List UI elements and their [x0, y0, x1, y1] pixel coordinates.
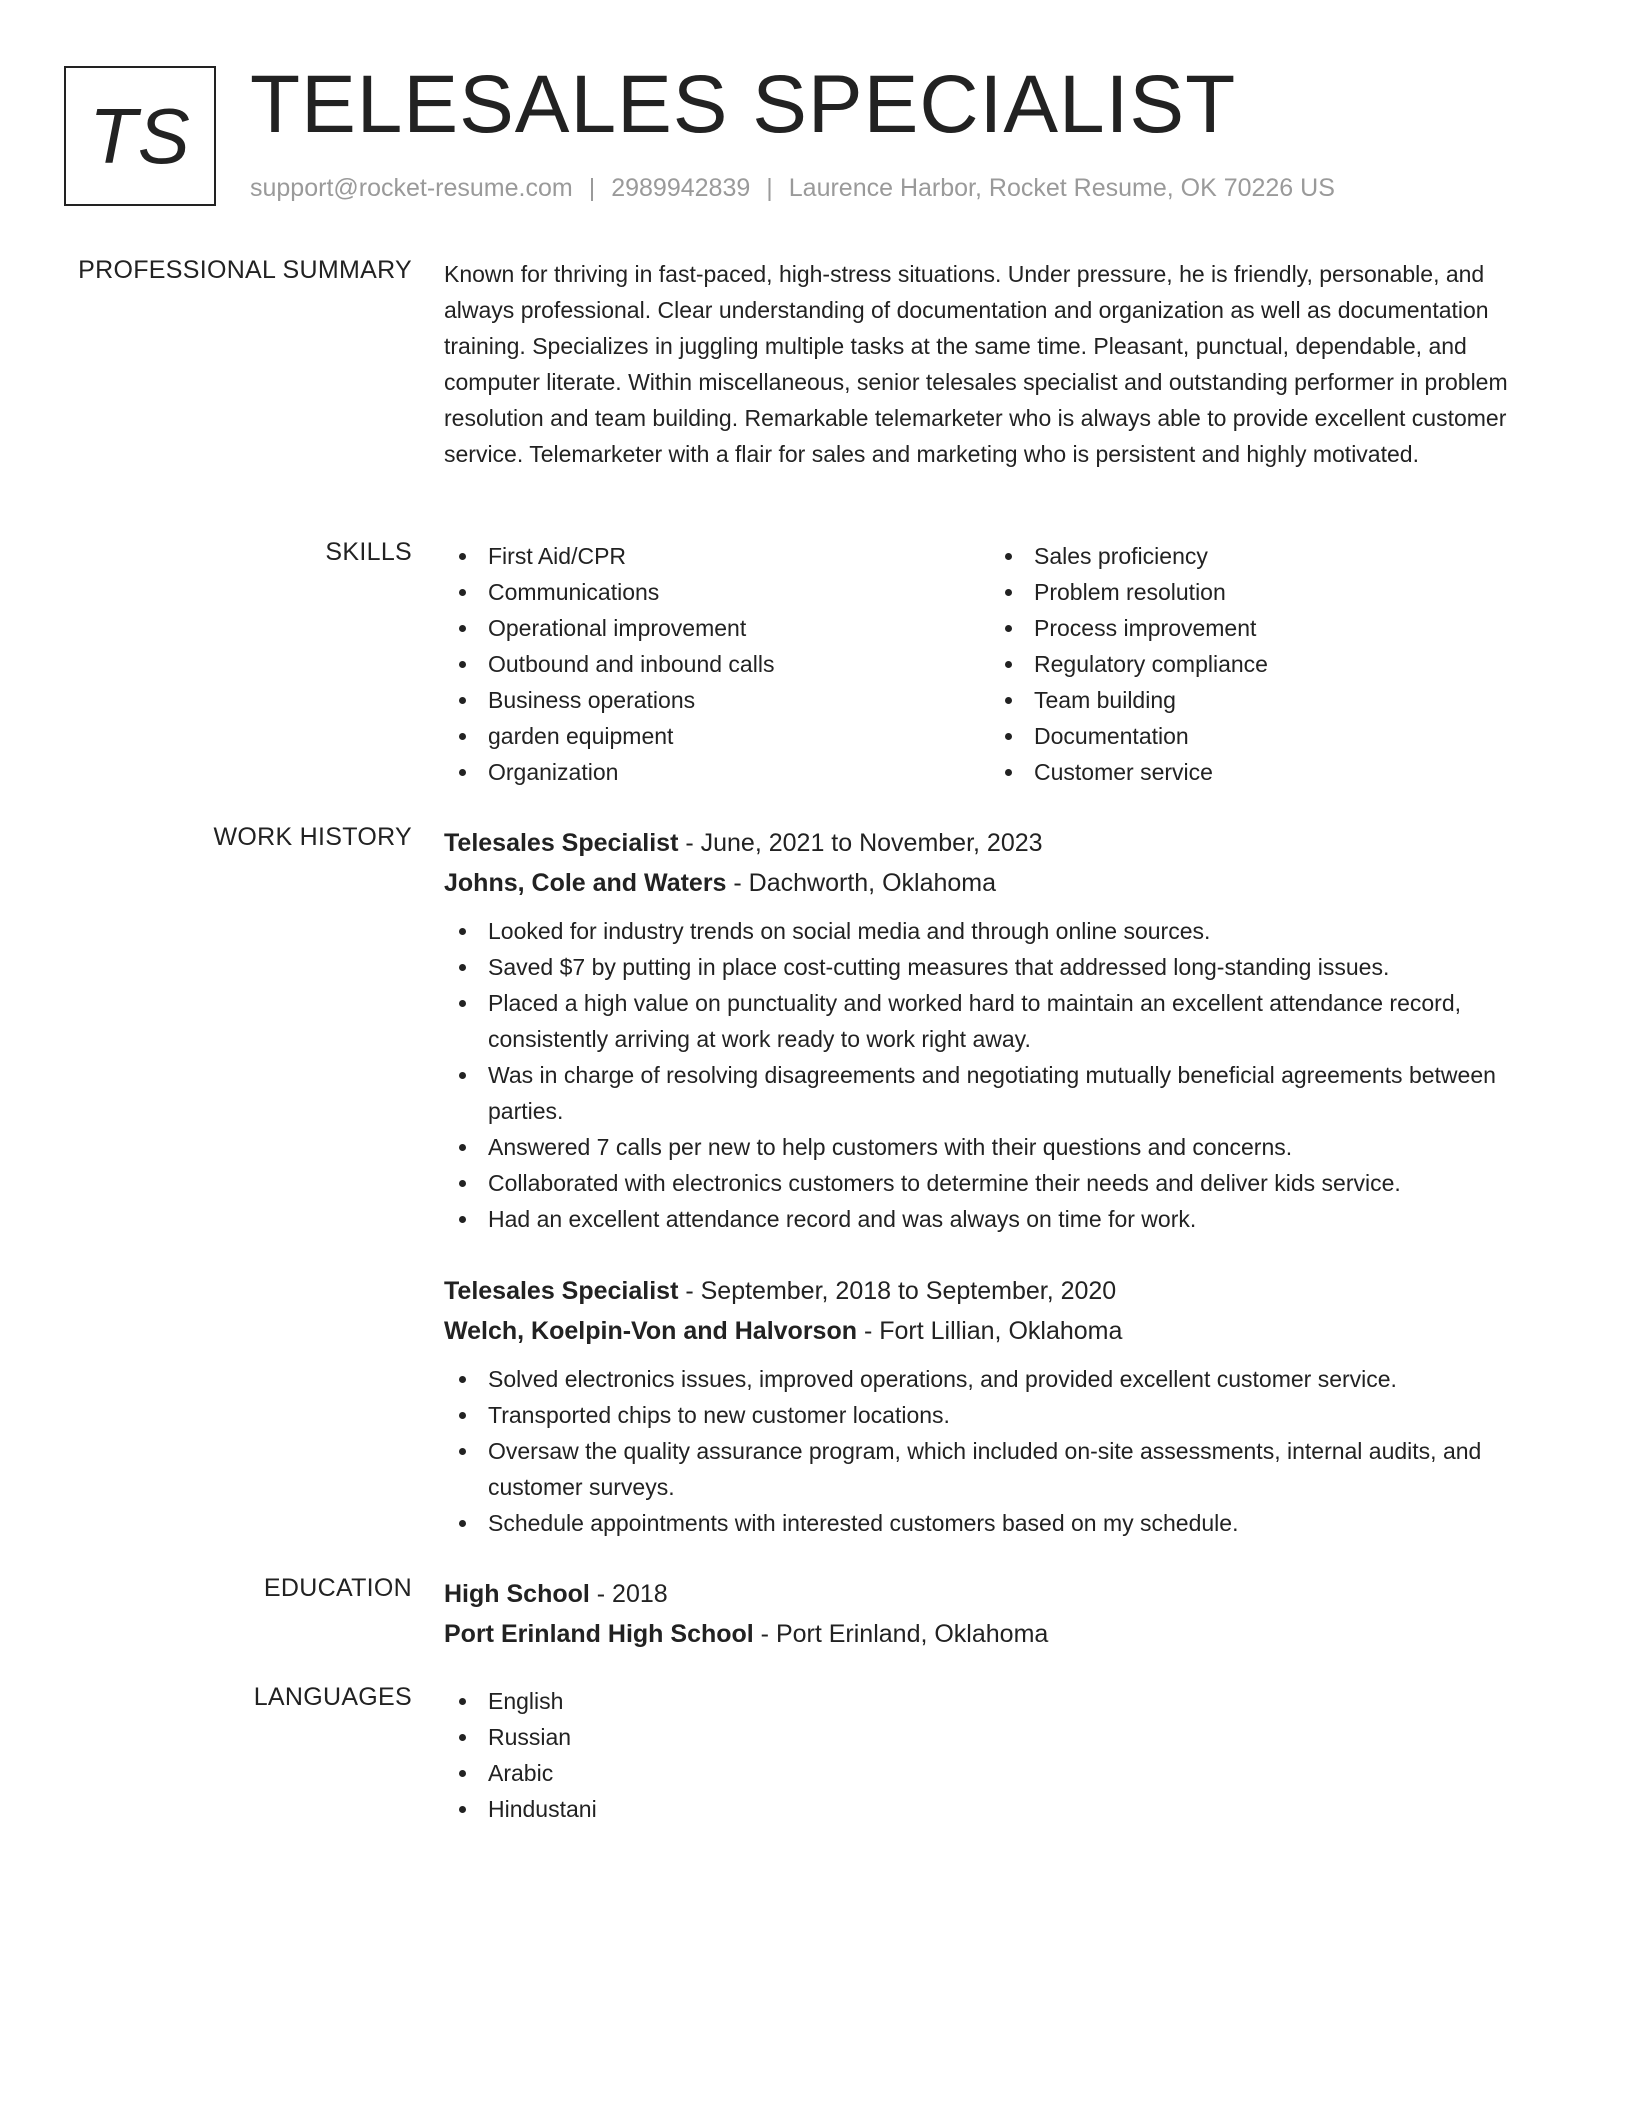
- job-bullet: Transported chips to new customer locations.: [444, 1397, 1556, 1433]
- job-bullet: Saved $7 by putting in place cost-cutting measures that addressed long-standing issues.: [444, 949, 1556, 985]
- resume-title: TELESALES SPECIALIST: [250, 59, 1237, 150]
- education-school: Port Erinland High School: [444, 1620, 754, 1648]
- contact-separator: |: [588, 174, 596, 202]
- job-location: - Fort Lillian, Oklahoma: [857, 1317, 1123, 1345]
- language-item: Arabic: [444, 1755, 1556, 1791]
- skill-item: Communications: [444, 574, 990, 610]
- language-item: Hindustani: [444, 1791, 1556, 1827]
- skill-item: Sales proficiency: [990, 538, 1536, 574]
- languages-list: [444, 1683, 1556, 1827]
- contact-separator: |: [766, 174, 773, 202]
- job-bullet: Had an excellent attendance record and was always on time for work.: [444, 1201, 1556, 1237]
- contact-line: [250, 174, 1335, 203]
- job-bullet: Looked for industry trends on social media and through online sources.: [444, 913, 1556, 949]
- section-label-skills: SKILLS: [325, 538, 412, 566]
- job-bullet: Oversaw the quality assurance program, which included on-site assessments, internal audits, and customer surveys.: [444, 1433, 1556, 1505]
- job-bullet: Was in charge of resolving disagreements and negotiating mutually beneficial agreements between parties.: [444, 1057, 1556, 1129]
- languages-content: [444, 1683, 1556, 1827]
- skill-item: First Aid/CPR: [444, 538, 990, 574]
- skills-content: [444, 538, 1556, 790]
- job-location: - Dachworth, Oklahoma: [726, 869, 997, 897]
- job-title-line: [444, 823, 1556, 863]
- summary-text: Known for thriving in fast-paced, high-stress situations. Under pressure, he is friendly, personable, and always professional. Clear understanding of documentation and organization as well as documentation training. Specializes in juggling multiple tasks at the same time. Pleasant, punctual, dependable, and computer literate. Within miscellaneous, senior telesales specialist and outstanding performer in problem resolution and team building. Remarkable telemarketer who is always able to provide excellent customer service. Telemarketer with a flair for sales and marketing who is persistent and highly motivated.: [444, 261, 1508, 467]
- job-entry: [444, 1271, 1556, 1541]
- education-school-line: [444, 1614, 1556, 1654]
- skill-item: Team building: [990, 682, 1536, 718]
- job-bullet: Collaborated with electronics customers to determine their needs and deliver kids service.: [444, 1165, 1556, 1201]
- job-company: Johns, Cole and Waters: [444, 869, 727, 897]
- job-dates: - June, 2021 to November, 2023: [678, 829, 1043, 857]
- work-content: [444, 823, 1556, 1541]
- section-label-work: WORK HISTORY: [213, 823, 412, 851]
- section-label-languages: LANGUAGES: [253, 1683, 412, 1711]
- job-entry: [444, 823, 1556, 1237]
- summary-content: [444, 256, 1556, 472]
- monogram-box: [64, 66, 216, 206]
- language-item: Russian: [444, 1719, 1556, 1755]
- job-bullet: Schedule appointments with interested customers based on my schedule.: [444, 1505, 1556, 1541]
- skill-item: Outbound and inbound calls: [444, 646, 990, 682]
- job-bullet: Placed a high value on punctuality and worked hard to maintain an excellent attendance record, consistently arriving at work ready to work right away.: [444, 985, 1556, 1057]
- skill-item: garden equipment: [444, 718, 990, 754]
- job-title: Telesales Specialist: [444, 829, 679, 857]
- job-title-line: [444, 1271, 1556, 1311]
- section-label-summary: PROFESSIONAL SUMMARY: [78, 256, 412, 284]
- job-company: Welch, Koelpin-Von and Halvorson: [444, 1317, 858, 1345]
- job-title: Telesales Specialist: [444, 1277, 679, 1305]
- education-year: - 2018: [589, 1580, 668, 1608]
- language-item: English: [444, 1683, 1556, 1719]
- job-company-line: [444, 863, 1556, 903]
- skill-item: Process improvement: [990, 610, 1536, 646]
- skill-item: Business operations: [444, 682, 990, 718]
- skill-item: Problem resolution: [990, 574, 1536, 610]
- education-degree: High School: [444, 1580, 590, 1608]
- education-degree-line: [444, 1574, 1556, 1614]
- contact-phone: 2989942839: [611, 174, 751, 202]
- education-location: - Port Erinland, Oklahoma: [753, 1620, 1049, 1648]
- skill-item: Operational improvement: [444, 610, 990, 646]
- job-bullet: Solved electronics issues, improved operations, and provided excellent customer service.: [444, 1361, 1556, 1397]
- job-dates: - September, 2018 to September, 2020: [678, 1277, 1117, 1305]
- contact-email: support@rocket-resume.com: [250, 174, 573, 202]
- contact-address: Laurence Harbor, Rocket Resume, OK 70226 US: [788, 174, 1335, 202]
- job-bullet: Answered 7 calls per new to help customers with their questions and concerns.: [444, 1129, 1556, 1165]
- skill-item: Customer service: [990, 754, 1536, 790]
- skills-list-right: [990, 538, 1536, 790]
- skill-item: Documentation: [990, 718, 1536, 754]
- section-label-education: EDUCATION: [263, 1574, 412, 1602]
- skills-list-left: [444, 538, 990, 790]
- skill-item: Organization: [444, 754, 990, 790]
- job-company-line: [444, 1311, 1556, 1351]
- skill-item: Regulatory compliance: [990, 646, 1536, 682]
- education-content: [444, 1574, 1556, 1664]
- monogram-text: TS: [89, 91, 191, 180]
- job-bullets: [444, 913, 1556, 1237]
- job-bullets: [444, 1361, 1556, 1541]
